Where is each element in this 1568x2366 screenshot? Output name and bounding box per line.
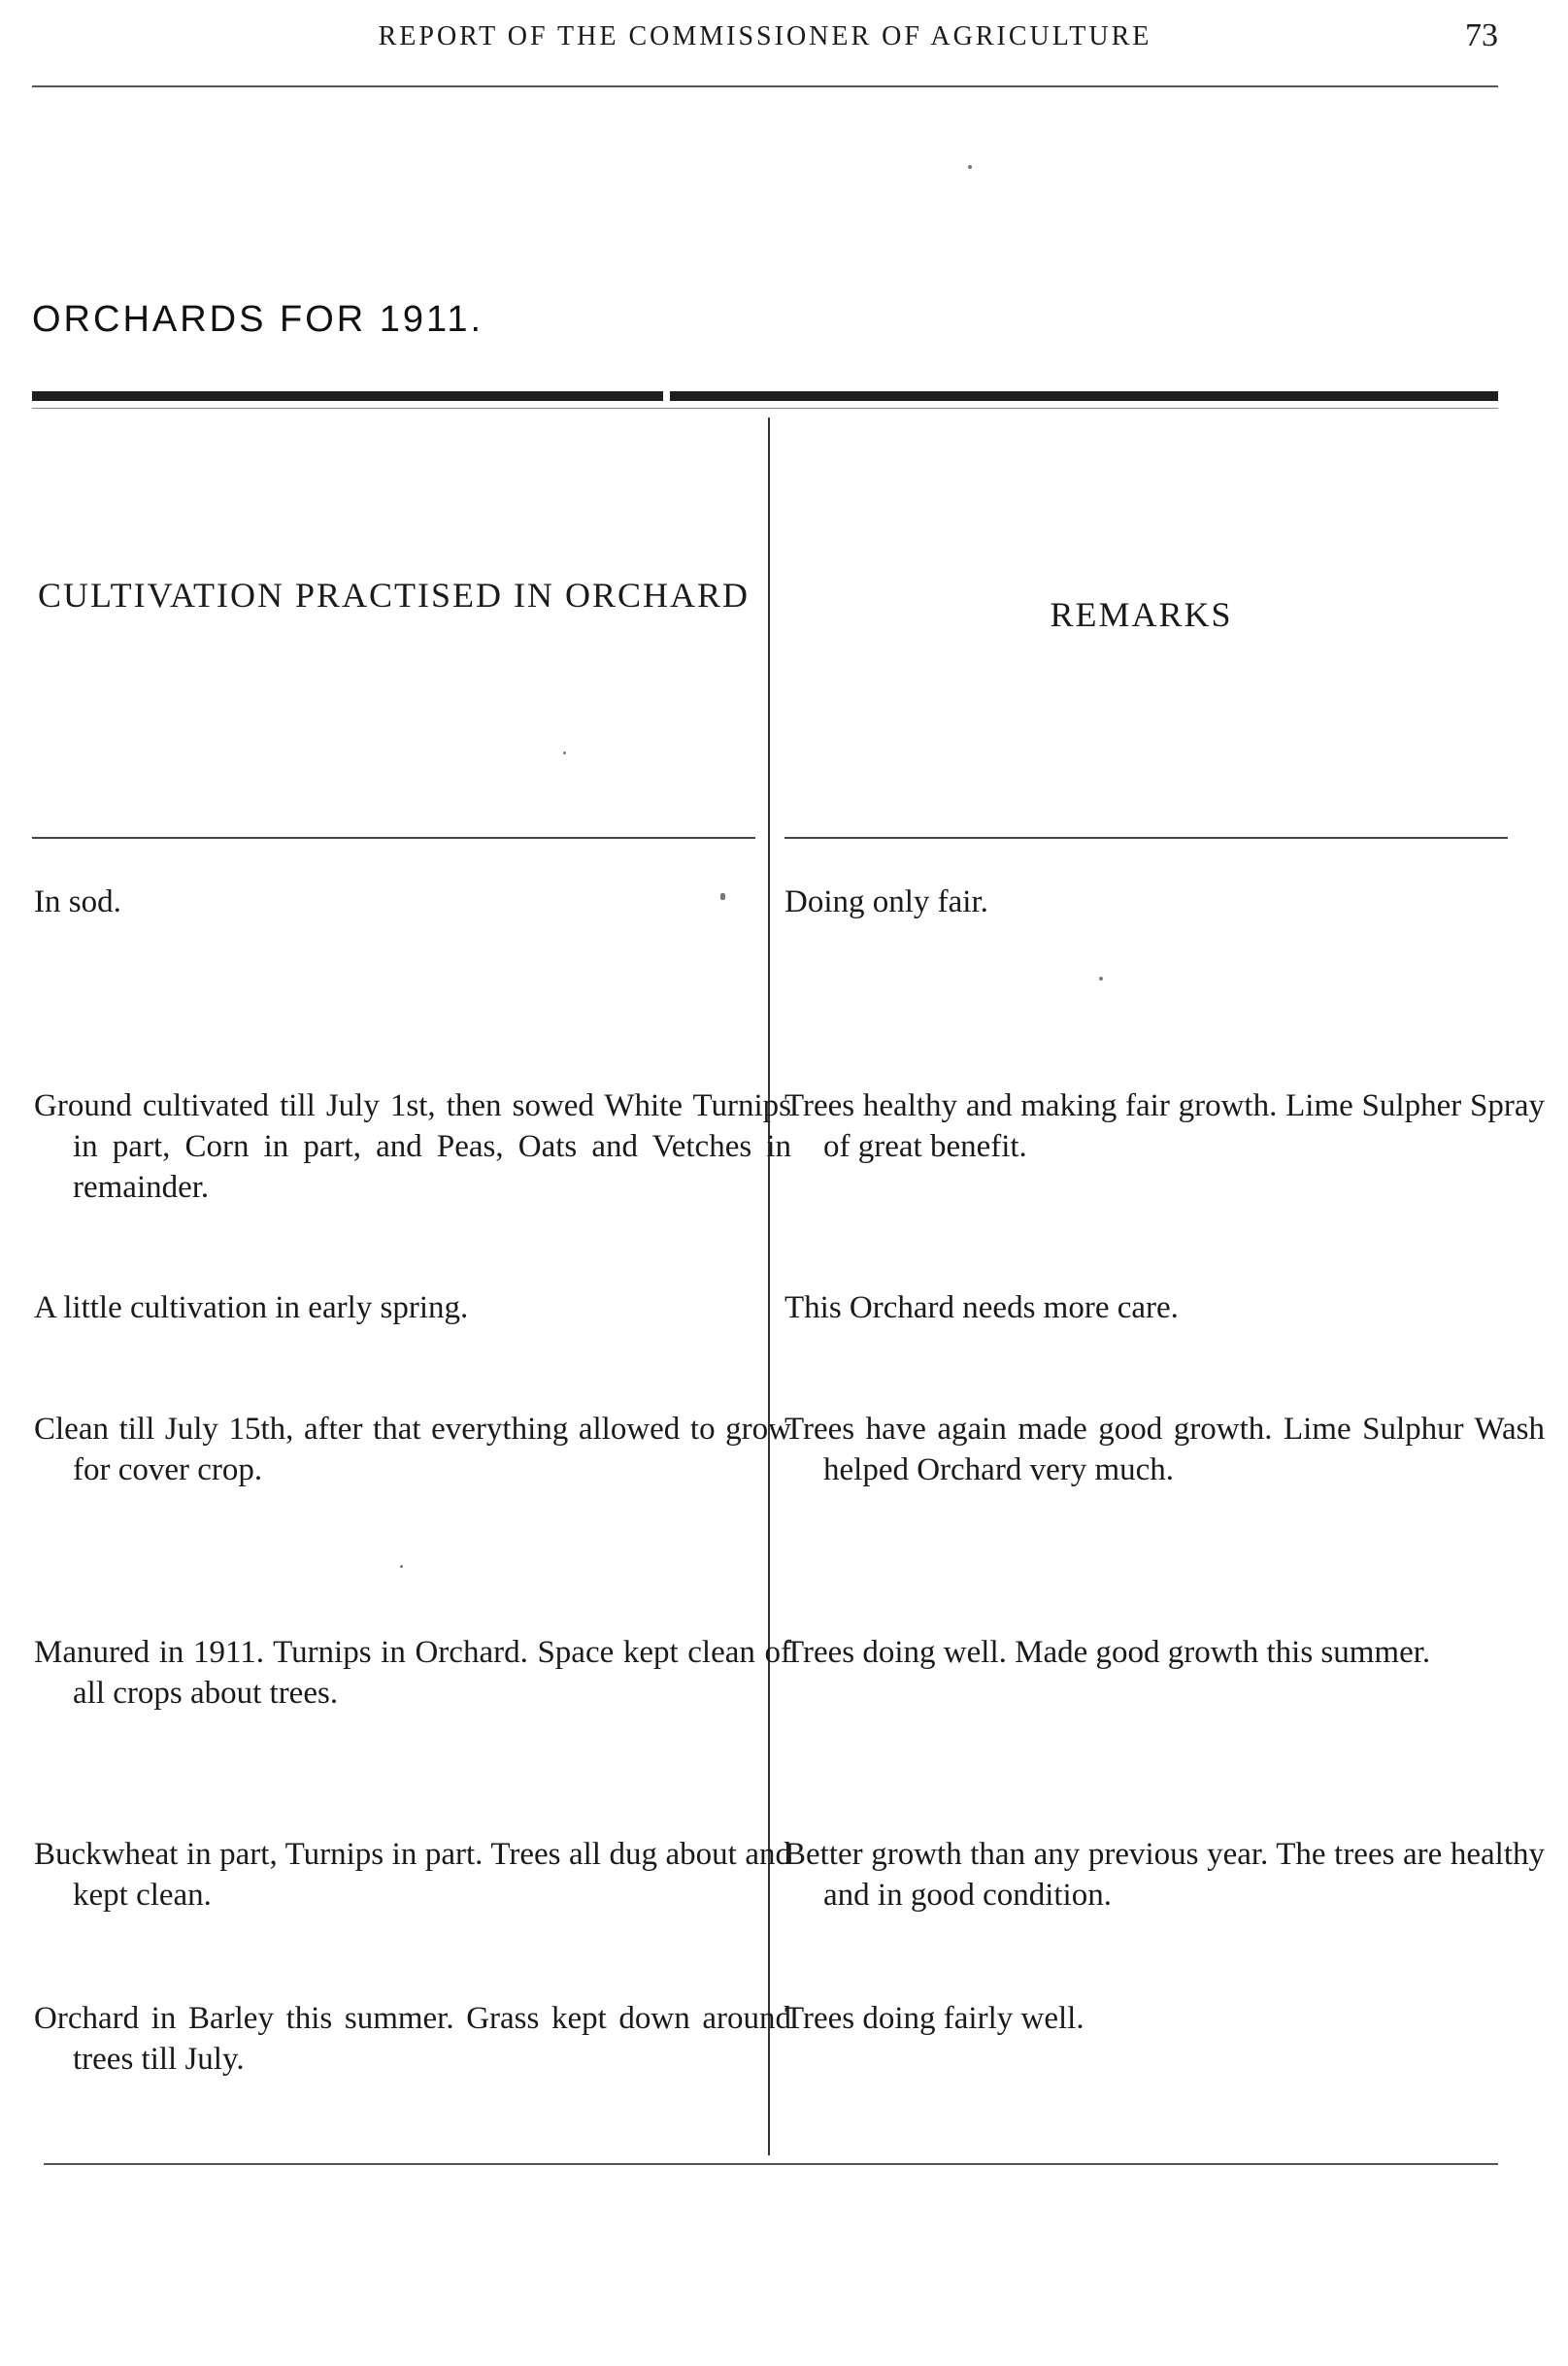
remarks-cell: Trees doing well. Made good growth this summer. xyxy=(784,1635,1431,1670)
cultivation-cell: A little cultivation in early spring. xyxy=(34,1290,469,1325)
cultivation-cell: Clean till July 15th, after that everything allowed to grow for cover crop. xyxy=(34,1412,791,1487)
table-top-thin-rule xyxy=(32,408,1498,409)
print-speck xyxy=(968,165,972,169)
remarks-cell: Better growth than any previous year. The trees are healthy and in good condition. xyxy=(784,1837,1545,1913)
remarks-cell: Doing only fair. xyxy=(784,884,988,919)
cultivation-cell: In sod. xyxy=(34,884,121,919)
cultivation-cell: Manured in 1911. Turnips in Orchard. Space kept clean of all crops about trees. xyxy=(34,1635,791,1711)
remarks-cell: Trees have again made good growth. Lime Sulphur Wash helped Orchard very much. xyxy=(784,1412,1545,1487)
header-bottom-rule-left xyxy=(32,837,755,839)
remarks-cell: Trees doing fairly well. xyxy=(784,2001,1084,2036)
print-speck xyxy=(563,751,566,754)
table-top-rule-left xyxy=(32,391,663,401)
running-title: REPORT OF THE COMMISSIONER OF AGRICULTURE xyxy=(378,21,1152,51)
print-speck xyxy=(1099,977,1103,981)
cultivation-cell: Orchard in Barley this summer. Grass kept down around trees till July. xyxy=(34,2001,791,2077)
print-speck xyxy=(400,1565,403,1568)
print-speck xyxy=(720,893,725,900)
header-bottom-rule-right xyxy=(784,837,1508,839)
cultivation-cell: Ground cultivated till July 1st, then sowed White Turnips in part, Corn in part, and Peas, Oats and Vetches in remainder. xyxy=(34,1088,791,1205)
running-head xyxy=(32,17,1498,66)
column-header-cultivation: CULTIVATION PRACTISED IN ORCHARD xyxy=(37,576,751,615)
column-header-remarks: REMARKS xyxy=(1050,595,1233,634)
section-title: ORCHARDS FOR 1911. xyxy=(32,299,484,340)
remarks-cell: Trees healthy and making fair growth. Lime Sulpher Spray of great benefit. xyxy=(784,1088,1545,1164)
table-top-rule-right xyxy=(670,391,1498,401)
remarks-cell: This Orchard needs more care. xyxy=(784,1290,1179,1325)
cultivation-cell: Buckwheat in part, Turnips in part. Trees all dug about and kept clean. xyxy=(34,1837,791,1913)
page-number: 73 xyxy=(1465,17,1498,53)
header-rule xyxy=(32,85,1498,87)
table-bottom-rule xyxy=(44,2163,1498,2165)
